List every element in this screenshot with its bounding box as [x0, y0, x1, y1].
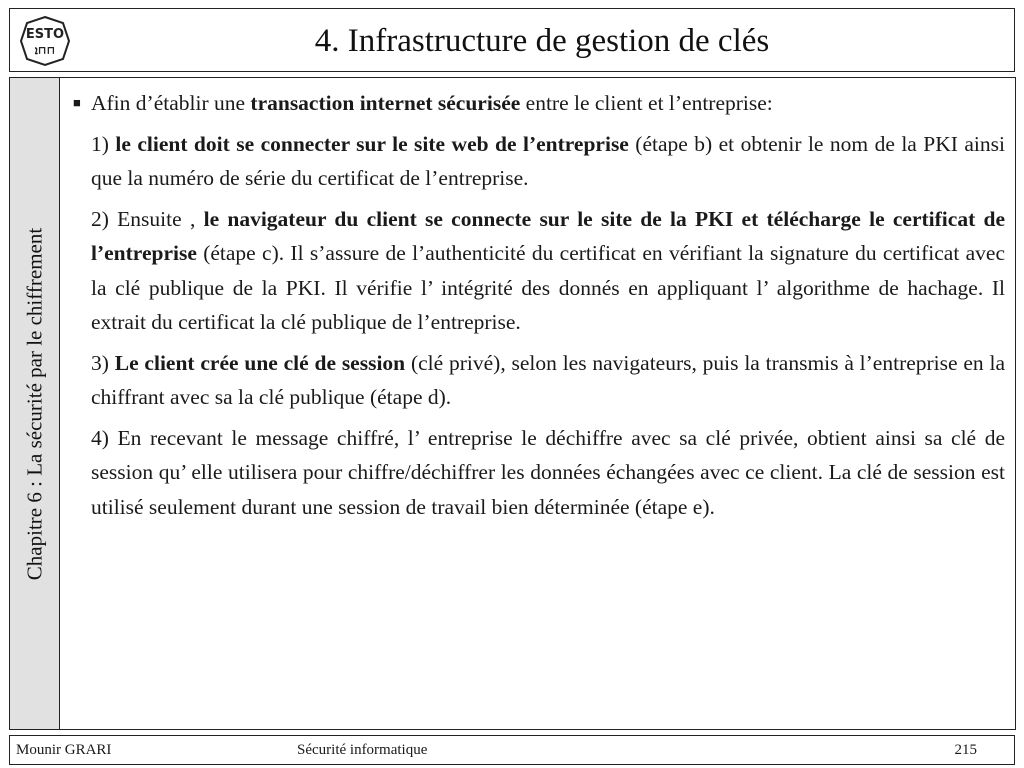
square-bullet-icon: ■ — [73, 95, 81, 110]
step-4: 4) En recevant le message chiffré, l’ entreprise le déchiffre avec sa clé privée, obtient ainsi sa clé de session qu’ elle utilisera pour chiffre/déchiffrer les données échangées avec ce client. La clé de session est utilisé seulement durant une session de travail bien déterminée (étape e). — [91, 425, 1005, 519]
chapter-sidebar — [9, 77, 60, 730]
svg-text:ܐ⊓⊓: ܐ⊓⊓ — [34, 44, 56, 57]
content-text — [73, 86, 1005, 524]
step1-bold: le client doit se connecter sur le site web de l’entreprise — [115, 131, 629, 156]
svg-text:ESTO: ESTO — [25, 27, 65, 42]
step2-bold: le navigateur du client se connecte sur le site de la PKI et télécharge le certificat de l’entreprise — [91, 206, 1005, 265]
footer-course: Sécurité informatique — [297, 742, 428, 758]
step3-bold: Le client crée une clé de session — [114, 350, 406, 375]
step-2 — [91, 202, 1005, 340]
footer-page-number: 215 — [954, 742, 977, 758]
step-1 — [91, 127, 1005, 196]
step2-after: (étape c). Il s’assure de l’authenticité du certificat en vérifiant la signature du certificat avec la clé publique de la PKI. Il vérifie l’ intégrité des donnés en appliquant l’ algorithme de hachage. Il extrait du certificat la clé publique de l’entreprise. — [91, 241, 1005, 334]
step-3 — [91, 346, 1005, 415]
step3-prefix: 3) — [91, 350, 115, 375]
step1-after: (étape b) et obtenir le nom de la PKI ainsi que la numéro de série du certificat de l’entreprise. — [91, 131, 1005, 190]
intro-bold: transaction internet sécurisée — [250, 91, 521, 115]
slide-footer — [9, 735, 1015, 765]
intro-before: Afin d’établir une — [91, 91, 251, 115]
esto-logo-icon — [19, 15, 71, 67]
step2-prefix: 2) Ensuite , — [91, 206, 204, 231]
intro-after: entre le client et l’entreprise: — [520, 91, 773, 115]
intro-line — [73, 86, 1005, 121]
step1-prefix: 1) — [91, 131, 116, 156]
footer-author: Mounir GRARI — [16, 742, 112, 758]
page-title: 4. Infrastructure de gestion de clés — [314, 23, 770, 59]
slide-header — [9, 8, 1015, 72]
chapter-label: Chapitre 6 : La sécurité par le chiffrement — [22, 227, 46, 580]
slide-content — [59, 77, 1016, 730]
step3-after: (clé privé), selon les navigateurs, puis la transmis à l’entreprise en la chiffrant avec sa la clé publique (étape d). — [91, 350, 1005, 409]
